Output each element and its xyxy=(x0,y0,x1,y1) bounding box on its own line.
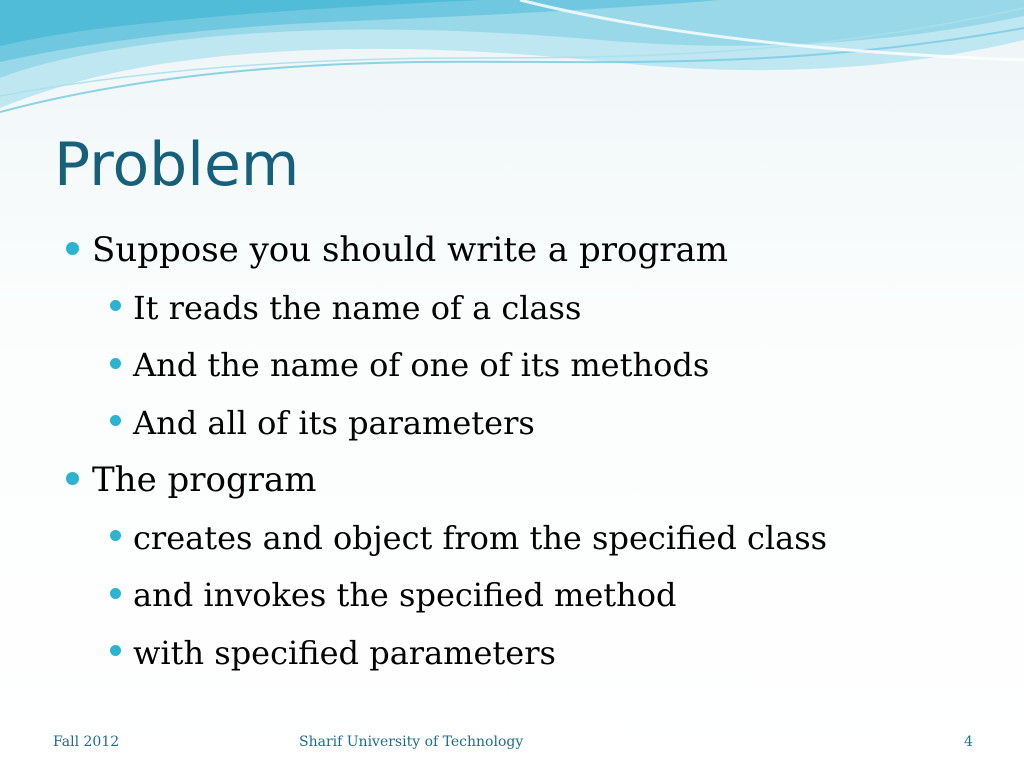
sub-bullet-item xyxy=(0,625,1024,683)
bullet-dot-icon xyxy=(66,472,79,485)
header-wave-decoration xyxy=(0,0,1024,130)
bullet-text: The program xyxy=(92,460,317,500)
footer-date: Fall 2012 xyxy=(53,734,120,750)
bullet-dot-icon xyxy=(110,588,121,599)
bullet-item xyxy=(0,452,1024,510)
bullet-text: Suppose you should write a program xyxy=(92,230,729,270)
slide-title: Problem xyxy=(54,130,300,200)
bullet-item xyxy=(0,222,1024,280)
bullet-list xyxy=(0,222,1024,682)
bullet-text: And all of its parameters xyxy=(133,403,535,442)
bullet-text: and invokes the specified method xyxy=(133,576,677,614)
sub-bullet-item xyxy=(0,510,1024,568)
sub-bullet-item xyxy=(0,280,1024,338)
sub-bullet-item xyxy=(0,337,1024,395)
bullet-text: It reads the name of a class xyxy=(133,288,582,327)
footer-institution: Sharif University of Technology xyxy=(299,734,524,750)
bullet-text: with specified parameters xyxy=(133,633,556,672)
bullet-dot-icon xyxy=(66,242,79,255)
bullet-text: And the name of one of its methods xyxy=(133,346,710,384)
bullet-dot-icon xyxy=(110,530,121,541)
bullet-text: creates and object from the specified class xyxy=(133,518,828,557)
bullet-dot-icon xyxy=(110,645,121,656)
bullet-dot-icon xyxy=(110,358,121,369)
bullet-dot-icon xyxy=(110,300,121,311)
sub-bullet-item xyxy=(0,395,1024,453)
bullet-dot-icon xyxy=(110,415,121,426)
sub-bullet-item xyxy=(0,567,1024,625)
footer-page-number: 4 xyxy=(964,734,973,750)
